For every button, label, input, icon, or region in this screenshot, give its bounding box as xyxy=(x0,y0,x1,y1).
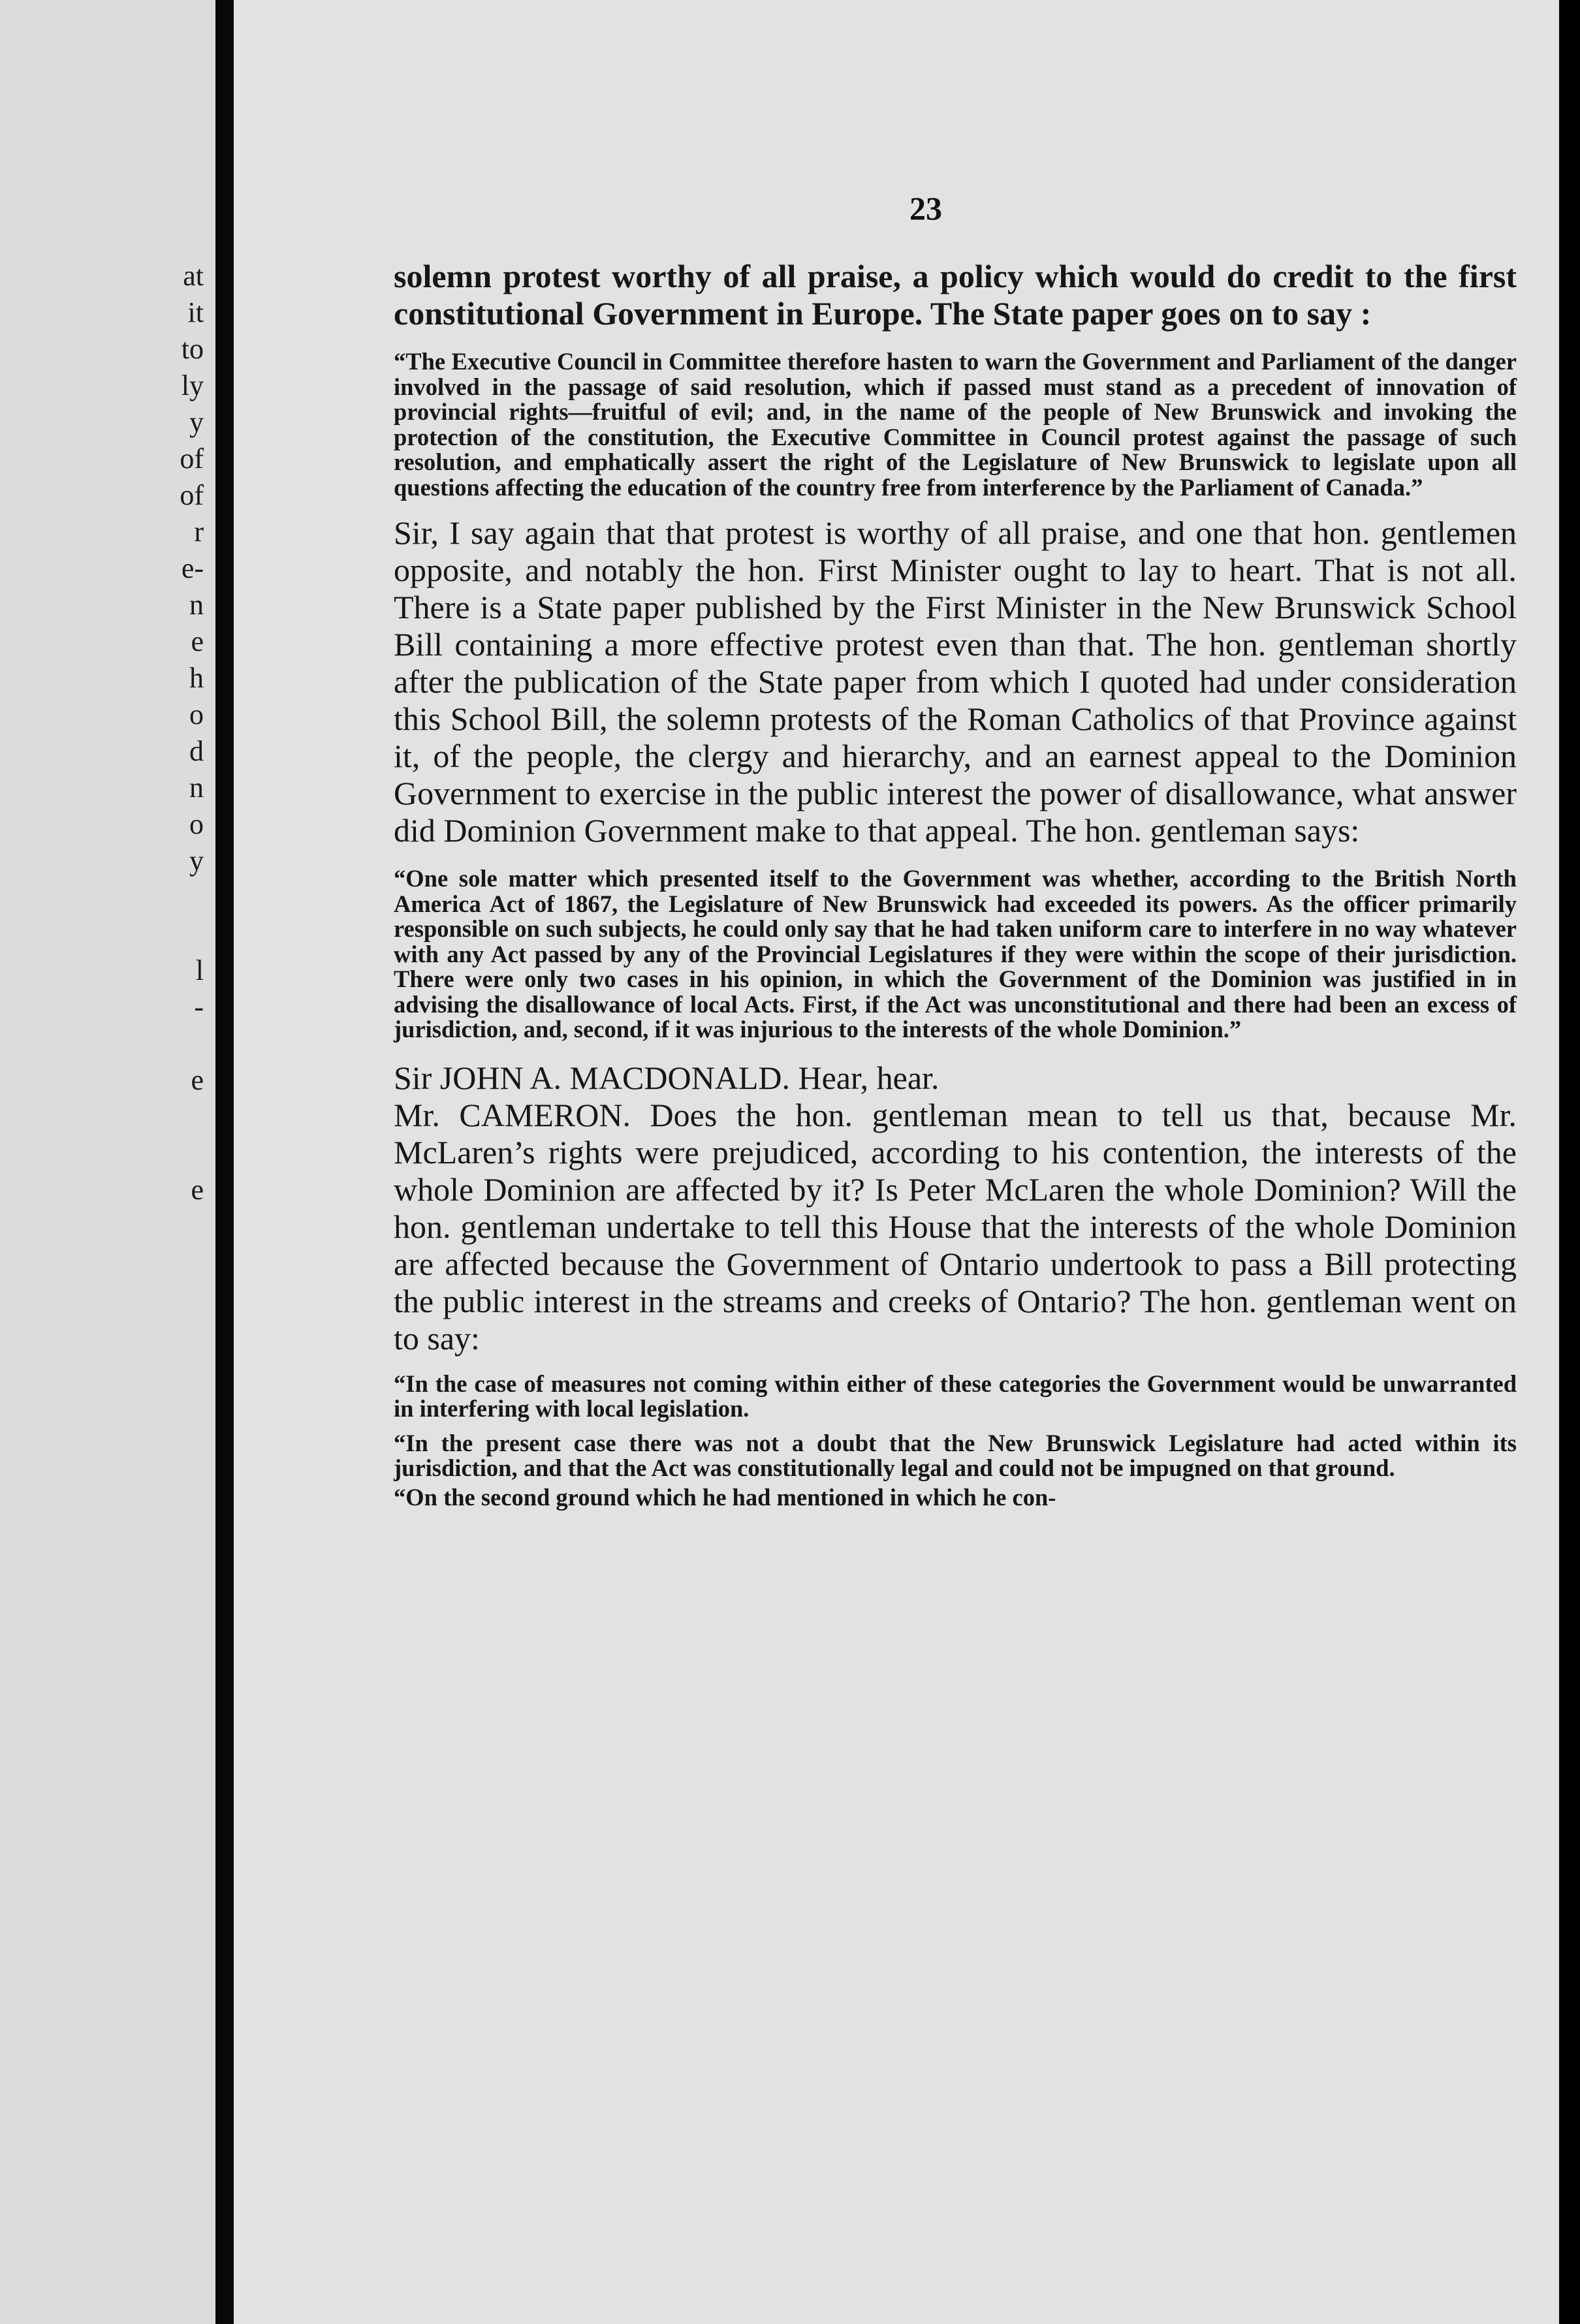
left-margin-fragment xyxy=(180,879,204,916)
left-margin-fragment: of xyxy=(180,479,204,511)
left-margin-fragment: e xyxy=(191,1064,204,1096)
left-margin-fragment: h xyxy=(189,662,204,694)
left-margin-fragment: of xyxy=(180,443,204,475)
left-margin-fragment: it xyxy=(187,296,204,328)
left-margin-fragment: n xyxy=(189,772,204,804)
left-margin-fragment: ly xyxy=(181,369,204,401)
left-margin-fragment: d xyxy=(189,735,204,767)
left-margin-fragment: r xyxy=(194,516,204,548)
right-page xyxy=(234,0,1559,2324)
left-margin-fragment: o xyxy=(189,808,204,840)
paragraph-1: solemn protest worthy of all praise, a policy which would do credit to the first constitutional Government in Europe. The State paper goes on to say : xyxy=(394,258,1517,332)
left-margin-fragment: - xyxy=(194,991,204,1023)
quote-categories: “In the case of measures not coming within either of these categories the Government would be unwarranted in interfering with local legislation. xyxy=(394,1370,1517,1422)
left-margin-fragment xyxy=(180,1099,204,1135)
quote-executive-council: “The Executive Council in Committee therefore hasten to warn the Government and Parliament of the danger involved in the passage of said resolution, which if passed must stand as a precedent of innovation of provincial rights—fruitful of evil; and, in the name of the people of New Brunswick and invoking the protection of the constitution, the Executive Committee in Council protest against the passage of such resolution, and emphatically assert the right of the Legislature of New Brunswick to legislate upon all questions affecting the education of the country free from interference by the Parliament of Canada.” xyxy=(394,348,1517,501)
left-page xyxy=(0,0,215,2324)
quote-second-ground: “On the second ground which he had mentioned in which he con- xyxy=(394,1483,1056,1511)
left-margin-fragment: l xyxy=(195,954,204,986)
left-margin-fragment: at xyxy=(183,260,204,292)
quote-first-minister: “One sole matter which presented itself to the Government was whether, according to the British North America Act of 1867, the Legislature of New Brunswick had exceeded its powers. As the officer primarily responsible on such subjects, he could only say that he had taken uniform care to interfere in no way whatever with any Act passed by any of the Provincial Legislatures if they were within the scope of their jurisdiction. There were only two cases in his opinion, in which the Government of the Dominion was justified in in advising the disallowance of local Acts. First, if the Act was unconstitutional and there had been an excess of jurisdiction, and, second, if it was injurious to the interests of the whole Dominion.” xyxy=(394,865,1517,1043)
book-gutter xyxy=(215,0,234,2324)
left-margin-fragment xyxy=(180,1026,204,1062)
interjection-macdonald: Sir JOHN A. MACDONALD. Hear, hear. xyxy=(394,1059,940,1096)
left-margin-fragment xyxy=(180,916,204,952)
left-margin-fragment xyxy=(180,1135,204,1172)
left-margin-fragment: to xyxy=(181,333,204,365)
left-margin-fragment: y xyxy=(189,845,204,877)
left-margin-fragment: n xyxy=(189,589,204,621)
page-content xyxy=(394,258,1517,1510)
scan-right-edge xyxy=(1559,0,1580,2324)
page-number: 23 xyxy=(909,190,942,227)
left-margin-fragment: e xyxy=(191,1174,204,1206)
left-margin-fragment: y xyxy=(189,406,204,438)
paragraph-2: Sir, I say again that that protest is worthy of all praise, and one that hon. gentlemen opposite, and notably the hon. First Minister ought to lay to heart. That is not all. There is a State paper published by the First Minister in the New Brunswick School Bill containing a more effective protest even than that. The hon. gentleman shortly after the publication of the State paper from which I quoted had under consideration this School Bill, the solemn protests of the Roman Catholics of that Province against it, of the people, the clergy and hierarchy, and an earnest appeal to the Dominion Government to exercise in the public interest the power of disallowance, what answer did Dominion Government make to that appeal. The hon. gentleman says: xyxy=(394,514,1517,849)
quote-present-case: “In the present case there was not a doubt that the New Brunswick Legislature had acted within its jurisdiction, and that the Act was constitutionally legal and could not be impugned on that ground. xyxy=(394,1429,1517,1481)
left-margin-fragment: e xyxy=(191,625,204,657)
left-margin-fragment: e- xyxy=(181,552,204,584)
paragraph-3: Mr. CAMERON. Does the hon. gentleman mean to tell us that, because Mr. McLaren’s rights were prejudiced, according to his contention, the interests of the whole Dominion are affected by it? Is Peter McLaren the whole Dominion? Will the hon. gentleman undertake to tell this House that the interests of the whole Dominion are affected because the Government of Ontario undertook to pass a Bill protecting the public interest in the streams and creeks of Ontario? The hon. gentleman went on to say: xyxy=(394,1096,1517,1357)
left-page-margin-fragments xyxy=(180,258,204,1208)
left-margin-fragment: o xyxy=(189,699,204,730)
